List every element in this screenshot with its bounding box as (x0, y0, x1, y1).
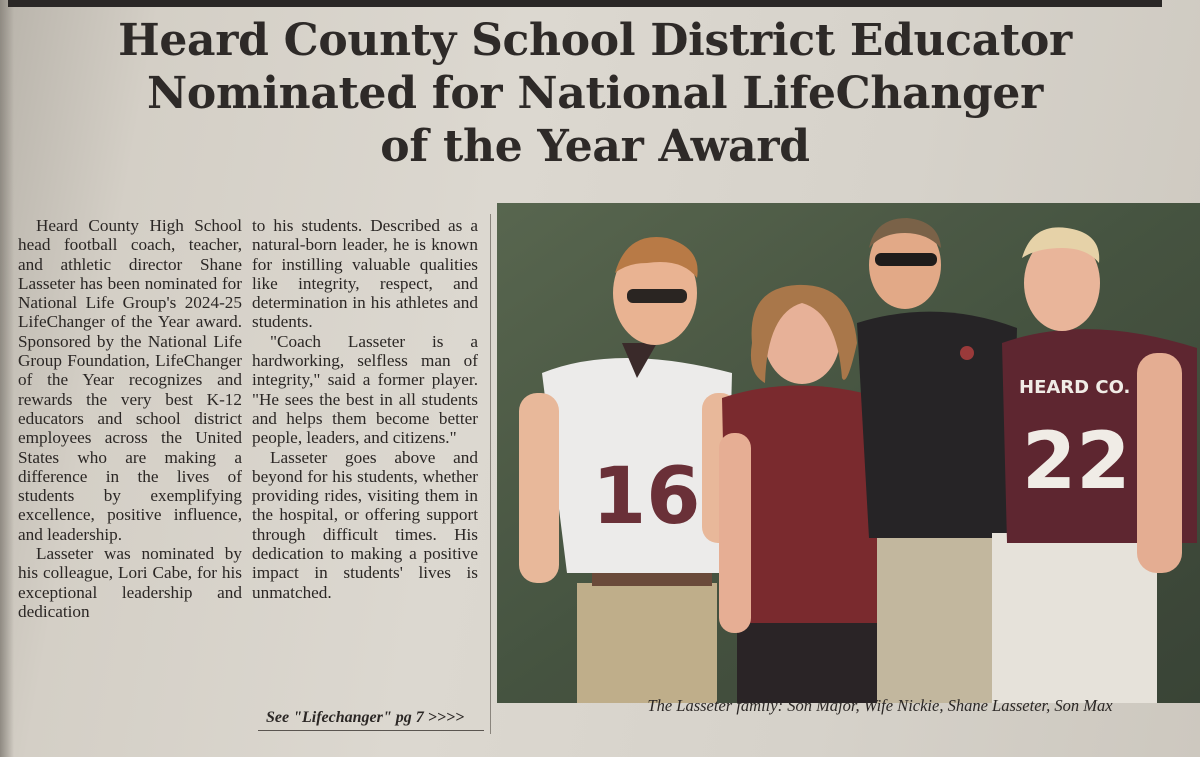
article-paragraph: "Coach Lasseter is a hardworking, selfless man of integrity," said a former player. "He sees the best in all students and helps them become better people, leaders, and citizens." (252, 331, 478, 448)
family-photo (497, 203, 1200, 703)
continuation-rule (258, 730, 484, 731)
article-column-2 (252, 216, 478, 602)
jersey-number-right: 22 (1022, 417, 1131, 507)
article-paragraph: Lasseter was nominated by his colleague, Lori Cabe, for his exceptional leadership and dedication (18, 544, 242, 621)
photo-illustration (497, 203, 1200, 703)
article-paragraph: Lasseter goes above and beyond for his students, whether providing rides, visiting them in the hospital, or offering support through difficult times. His dedication to making a positive impact in students' lives is unmatched. (252, 447, 478, 602)
headline-line-2: Nominated for National LifeChanger (147, 68, 1043, 119)
jersey-text-right: HEARD CO. (1019, 377, 1131, 398)
article-paragraph: Heard County High School head football coach, teacher, and athletic director Shane Lasseter has been nominated for National Life Group's 2024-25 LifeChanger of the Year award. Sponsored by the National Life Group Foundation, LifeChanger of the Year recognizes and rewards the very best K-12 educators and school district employees across the United States who are making a difference in the lives of students by exemplifying excellence, positive influence, and leadership. (18, 216, 242, 544)
headline-line-1: Heard County School District Educator (118, 15, 1072, 66)
photo-caption: The Lasseter family: Son Major, Wife Nickie, Shane Lasseter, Son Max (647, 696, 1113, 715)
headline (70, 14, 1120, 173)
continuation-link[interactable]: See "Lifechanger" pg 7 >>>> (266, 709, 465, 726)
article-column-1 (18, 216, 242, 621)
article-paragraph: to his students. Described as a natural-born leader, he is known for instilling valuable qualities like integrity, respect, and determination in his athletes and students. (252, 216, 478, 332)
page-edge-shadow (0, 0, 14, 757)
column-divider (490, 214, 491, 734)
headline-line-3: of the Year Award (380, 121, 810, 172)
top-rule (8, 0, 1162, 7)
jersey-number-left: 16 (592, 452, 701, 542)
